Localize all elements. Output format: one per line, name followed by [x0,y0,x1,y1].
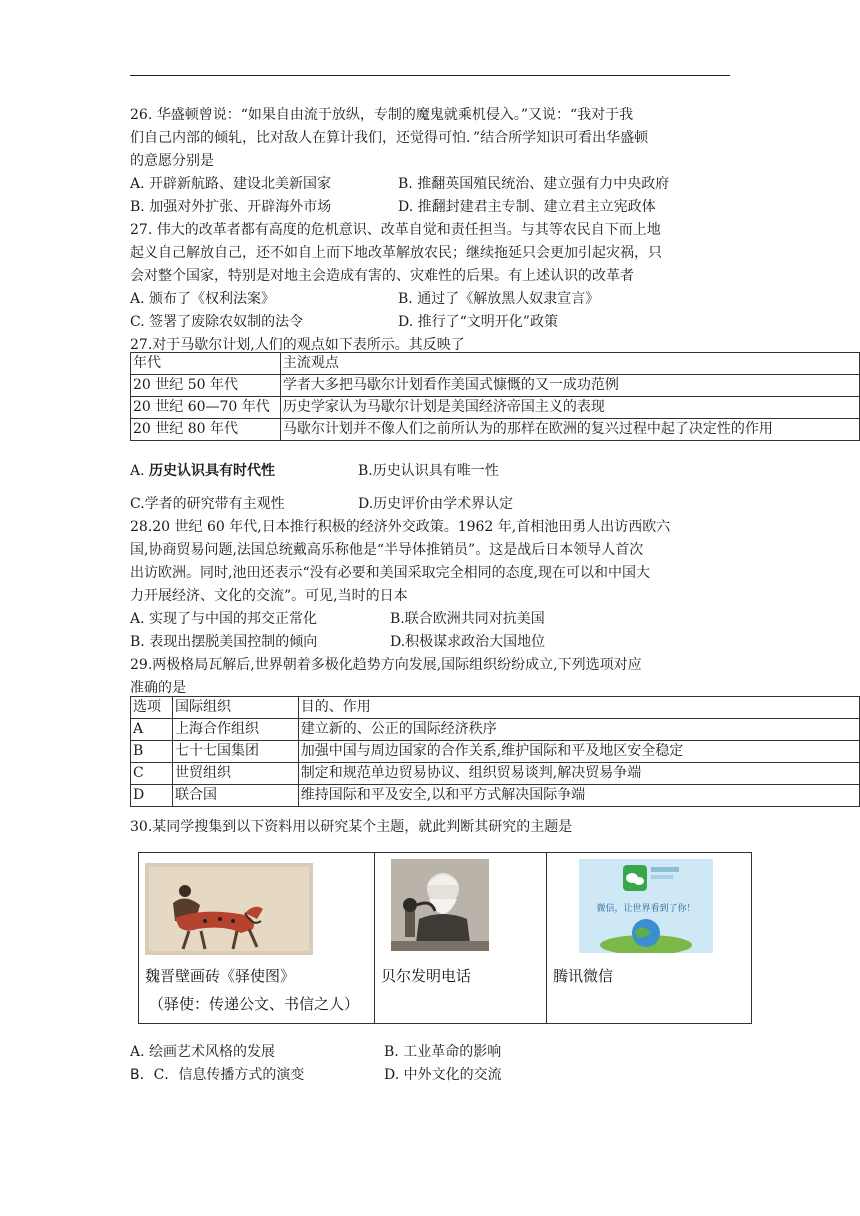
table-header-row [131,697,860,719]
q30-caption-2: 贝尔发明电话 [381,967,472,985]
q27b-option-d[interactable]: D.历史评价由学术界认定 [358,496,514,512]
q27b-option-c[interactable]: C.学者的研究带有主观性 [130,496,285,512]
table-cell: 建立新的、公正的国际经济秩序 [298,719,859,741]
q30-option-a[interactable]: A. 绘画艺术风格的发展 [130,1044,276,1060]
q28-option-a[interactable]: A. 实现了与中国的邦交正常化 [130,611,318,627]
header-rule [130,75,730,76]
table-cell: 联合国 [172,785,298,807]
q27b-option-a-text: 历史认识具有时代性 [149,463,276,479]
q26-line-3: 的意愿分别是 [130,153,214,169]
q26-line-1: 26. 华盛顿曾说：“如果自由流于放纵，专制的魔鬼就乘机侵入。”又说：“我对于我 [130,107,634,123]
table-header-cell: 选项 [131,697,173,719]
table-header-cell: 目的、作用 [298,697,859,719]
table-cell: 20 世纪 80 年代 [131,419,281,441]
q30-option-b[interactable]: B. 工业革命的影响 [384,1044,502,1060]
bell-telephone-photo [391,859,489,951]
table-row [131,419,860,441]
table-cell: 上海合作组织 [172,719,298,741]
q28-option-b[interactable]: B.联合欧洲共同对抗美国 [390,611,545,627]
q30-caption-1-note: （驿使：传递公文、书信之人） [149,995,360,1013]
q30-stem: 30.某同学搜集到以下资料用以研究某个主题，就此判断其研究的主题是 [130,819,573,835]
q30-caption-1: 魏晋壁画砖《驿使图》 [145,967,296,985]
q30-image-strip [138,852,752,1024]
q26-option-a[interactable]: A. 开辟新航路、建设北美新国家 [130,176,332,192]
q29-line-1: 29.两极格局瓦解后,世界朝着多极化趋势方向发展,国际组织纷纷成立,下列选项对应 [130,657,642,673]
q30-option-c-prefix: B． [130,1067,154,1083]
q26-line-2: 们自己内部的倾轧，比对敌人在算计我们，还觉得可怕．”结合所学知识可看出华盛顿 [130,130,649,146]
wechat-poster-text: 微信，让世界看到了你！ [596,904,696,914]
q26-option-b[interactable]: B. 推翻英国殖民统治、建立强有力中央政府 [398,176,670,192]
q30-image-telephone [375,853,547,1023]
q28-line-3: 出访欧洲。同时,池田还表示“没有必要和美国采取完全相同的态度,现在可以和中国大 [130,565,651,581]
q27b-stem: 27.对于马歇尔计划,人们的观点如下表所示。其反映了 [130,337,465,353]
q28-line-4: 力开展经济、文化的交流”。可见,当时的日本 [130,588,408,604]
table-cell: 制定和规范单边贸易协议、组织贸易谈判,解决贸易争端 [298,763,859,785]
q29-line-2: 准确的是 [130,680,186,696]
q30-option-d[interactable]: D. 中外文化的交流 [384,1067,502,1083]
table-row [131,741,860,763]
table-header-row [131,353,860,375]
q27a-line-1: 27. 伟大的改革者都有高度的危机意识、改革自觉和责任担当。与其等农民自下而上地 [130,222,661,238]
table-cell: 马歇尔计划并不像人们之前所认为的那样在欧洲的复兴过程中起了决定性的作用 [280,419,859,441]
q27b-option-b[interactable]: B.历史认识具有唯一性 [358,463,499,479]
table-cell: B [131,741,173,763]
table-row [131,397,860,419]
q27b-option-a[interactable] [130,460,275,482]
q26-option-d[interactable]: D. 推翻封建君主专制、建立君主立宪政体 [398,199,656,215]
table-cell: 世贸组织 [172,763,298,785]
table-cell: C [131,763,173,785]
q29-table [130,696,860,807]
q27b-option-a-prefix: A. [130,463,150,479]
q27a-option-d[interactable]: D. 推行了“文明开化”政策 [398,314,558,330]
table-row [131,785,860,807]
q26-option-c[interactable]: B. 加强对外扩张、开辟海外市场 [130,199,332,215]
table-row [131,375,860,397]
q28-option-d[interactable]: D.积极谋求政治大国地位 [390,634,546,650]
table-header-cell: 年代 [131,353,281,375]
table-header-cell: 主流观点 [280,353,859,375]
q28-line-1: 28.20 世纪 60 年代,日本推行积极的经济外交政策。1962 年,首相池田勇人出访西欧六 [130,519,671,535]
table-cell: 20 世纪 60—70 年代 [131,397,281,419]
q30-option-c-text: C．信息传播方式的演变 [153,1067,305,1083]
table-cell: A [131,719,173,741]
mural-painting-image [145,863,313,955]
table-cell: 七十七国集团 [172,741,298,763]
q30-image-wechat [547,853,753,1023]
table-row [131,763,860,785]
table-cell: 维持国际和平及安全,以和平方式解决国际争端 [298,785,859,807]
table-header-cell: 国际组织 [172,697,298,719]
q28-option-c[interactable]: B. 表现出摆脱美国控制的倾向 [130,634,318,650]
q27b-table [130,352,860,441]
q27a-option-b[interactable]: B. 通过了《解放黑人奴隶宣言》 [398,291,600,307]
table-cell: 历史学家认为马歇尔计划是美国经济帝国主义的表现 [280,397,859,419]
table-cell: D [131,785,173,807]
q30-image-mural [139,853,375,1023]
q27a-line-3: 会对整个国家，特别是对地主会造成有害的、灾难性的后果。有上述认识的改革者 [130,268,634,284]
table-cell: 20 世纪 50 年代 [131,375,281,397]
q30-caption-3: 腾讯微信 [553,967,614,985]
table-cell: 学者大多把马歇尔计划看作美国式慷慨的又一成功范例 [280,375,859,397]
q27a-option-c[interactable]: C. 签署了废除农奴制的法令 [130,314,304,330]
q28-line-2: 国,协商贸易问题,法国总统戴高乐称他是“半导体推销员”。这是战后日本领导人首次 [130,542,644,558]
table-cell: 加强中国与周边国家的合作关系,维护国际和平及地区安全稳定 [298,741,859,763]
q27a-line-2: 起义自己解放自己，还不如自上而下地改革解放农民；继续拖延只会更加引起灾祸，只 [130,245,662,261]
table-row [131,719,860,741]
q30-option-c[interactable] [130,1064,304,1086]
q27a-option-a[interactable]: A. 颁布了《权利法案》 [130,291,276,307]
